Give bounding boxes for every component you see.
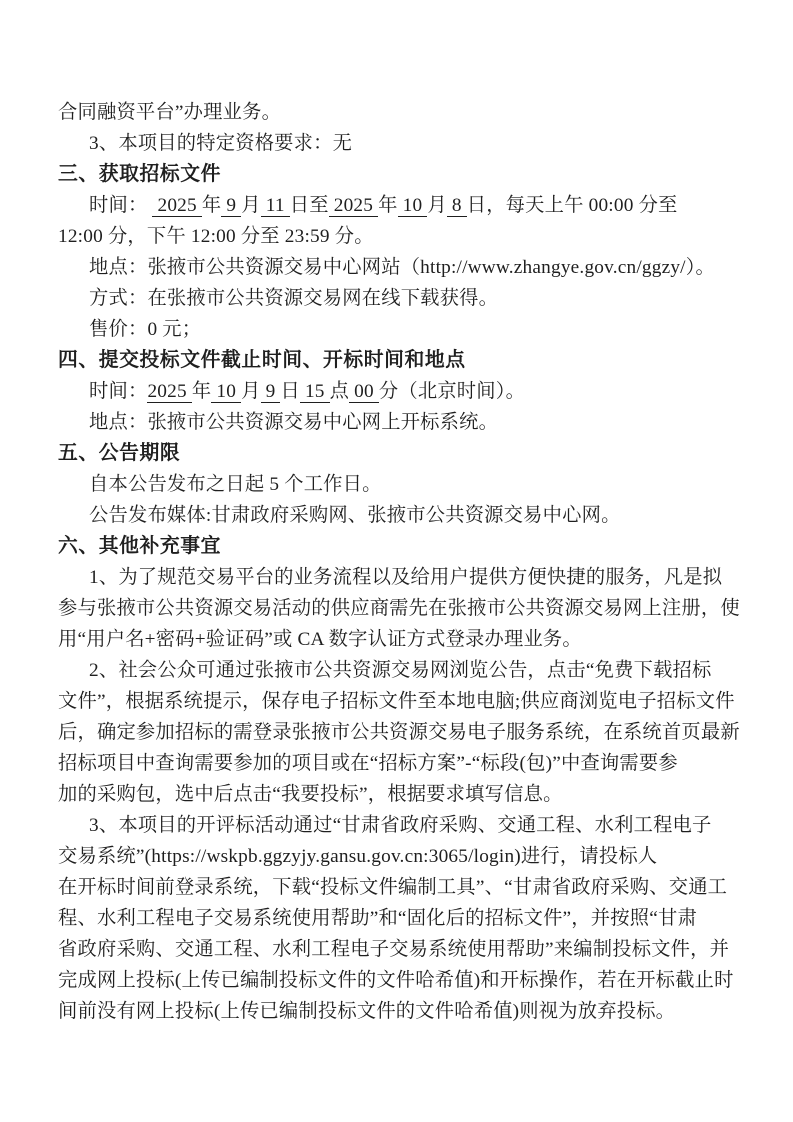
doc-line: 加的采购包，选中后点击“我要投标”，根据要求填写信息。 [58, 784, 563, 805]
document-content [58, 97, 740, 1027]
doc-line: 在开标时间前登录系统，下载“投标文件编制工具”、“甘肃省政府采购、交通工 [58, 877, 728, 898]
doc-line: 自本公告发布之日起 5 个工作日。 [89, 474, 382, 495]
section-heading: 三、获取招标文件 [58, 163, 222, 185]
underlined-value: 8 [446, 195, 467, 216]
doc-line: 合同融资平台”办理业务。 [58, 102, 282, 123]
underlined-value: 11 [260, 195, 290, 216]
text-run: 日至 [289, 195, 329, 216]
text-run: 年 [201, 195, 222, 216]
doc-line: 地点：张掖市公共资源交易中心网上开标系统。 [89, 412, 499, 433]
section-heading: 四、提交投标文件截止时间、开标时间和地点 [58, 349, 466, 371]
text-run: 分（北京时间）。 [378, 381, 526, 402]
doc-line: 完成网上投标(上传已编制投标文件的文件哈希值)和开标操作，若在开标截止时 [58, 970, 734, 991]
underlined-value: 00 [349, 381, 379, 402]
text-run: 月 [241, 381, 261, 402]
text-run: 月 [241, 195, 261, 216]
doc-line: 交易系统”(https://wskpb.ggzyjy.gansu.gov.cn:3065/login)进行，请投标人 [58, 846, 658, 867]
doc-line: 售价：0 元； [89, 319, 202, 340]
text-run: 点 [329, 381, 350, 402]
underlined-value: 15 [299, 381, 330, 402]
doc-line [58, 190, 735, 221]
text-run: 日 [280, 381, 300, 402]
doc-line: 方式：在张掖市公共资源交易网在线下载获得。 [89, 288, 499, 309]
doc-line: 公告发布媒体:甘肃政府采购网、张掖市公共资源交易中心网。 [89, 505, 621, 526]
underlined-value: 2025 [147, 381, 192, 402]
doc-line: 12:00 分，下午 12:00 分至 23:59 分。 [58, 226, 374, 247]
underlined-value: 2025 [152, 195, 202, 216]
text-run: 年 [191, 381, 212, 402]
doc-line: 3、本项目的开评标活动通过“甘肃省政府采购、交通工程、水利工程电子 [89, 815, 712, 836]
doc-line: 用“用户名+密码+验证码”或 CA 数字认证方式登录办理业务。 [58, 629, 582, 650]
doc-line: 后，确定参加招标的需登录张掖市公共资源交易电子服务系统，在系统首页最新 [58, 722, 740, 743]
text-run: 月 [427, 195, 447, 216]
underlined-value: 9 [221, 195, 242, 216]
doc-line: 文件”，根据系统提示，保存电子招标文件至本地电脑;供应商浏览电子招标文件 [58, 691, 735, 712]
doc-line: 招标项目中查询需要参加的项目或在“招标方案”-“标段(包)”中查询需要参 [58, 753, 678, 774]
doc-line: 省政府采购、交通工程、水利工程电子交易系统使用帮助”来编制投标文件，并 [58, 939, 730, 960]
doc-line: 参与张掖市公共资源交易活动的供应商需先在张掖市公共资源交易网上注册，使 [58, 598, 740, 619]
doc-line: 1、为了规范交易平台的业务流程以及给用户提供方便快捷的服务，凡是拟 [89, 567, 723, 588]
underlined-value: 2025 [328, 195, 379, 216]
text-run: 年 [378, 195, 398, 216]
underlined-value: 10 [211, 381, 242, 402]
doc-line: 2、社会公众可通过张掖市公共资源交易网浏览公告，点击“免费下载招标 [89, 660, 712, 681]
text-run: 时间： [89, 195, 153, 216]
underlined-value: 10 [397, 195, 428, 216]
doc-line: 程、水利工程电子交易系统使用帮助”和“固化后的招标文件”，并按照“甘肃 [58, 908, 697, 929]
section-heading: 六、其他补充事宜 [58, 535, 222, 557]
doc-line [58, 376, 735, 407]
text-run: 时间： [89, 381, 148, 402]
doc-line: 地点：张掖市公共资源交易中心网站（http://www.zhangye.gov.cn/ggzy/）。 [89, 257, 716, 278]
section-heading: 五、公告期限 [58, 442, 181, 464]
text-run: 日，每天上午 00:00 分至 [466, 195, 678, 216]
underlined-value: 9 [260, 381, 281, 402]
doc-line: 间前没有网上投标(上传已编制投标文件的文件哈希值)则视为放弃投标。 [58, 1001, 676, 1022]
doc-line: 3、本项目的特定资格要求：无 [89, 133, 353, 154]
